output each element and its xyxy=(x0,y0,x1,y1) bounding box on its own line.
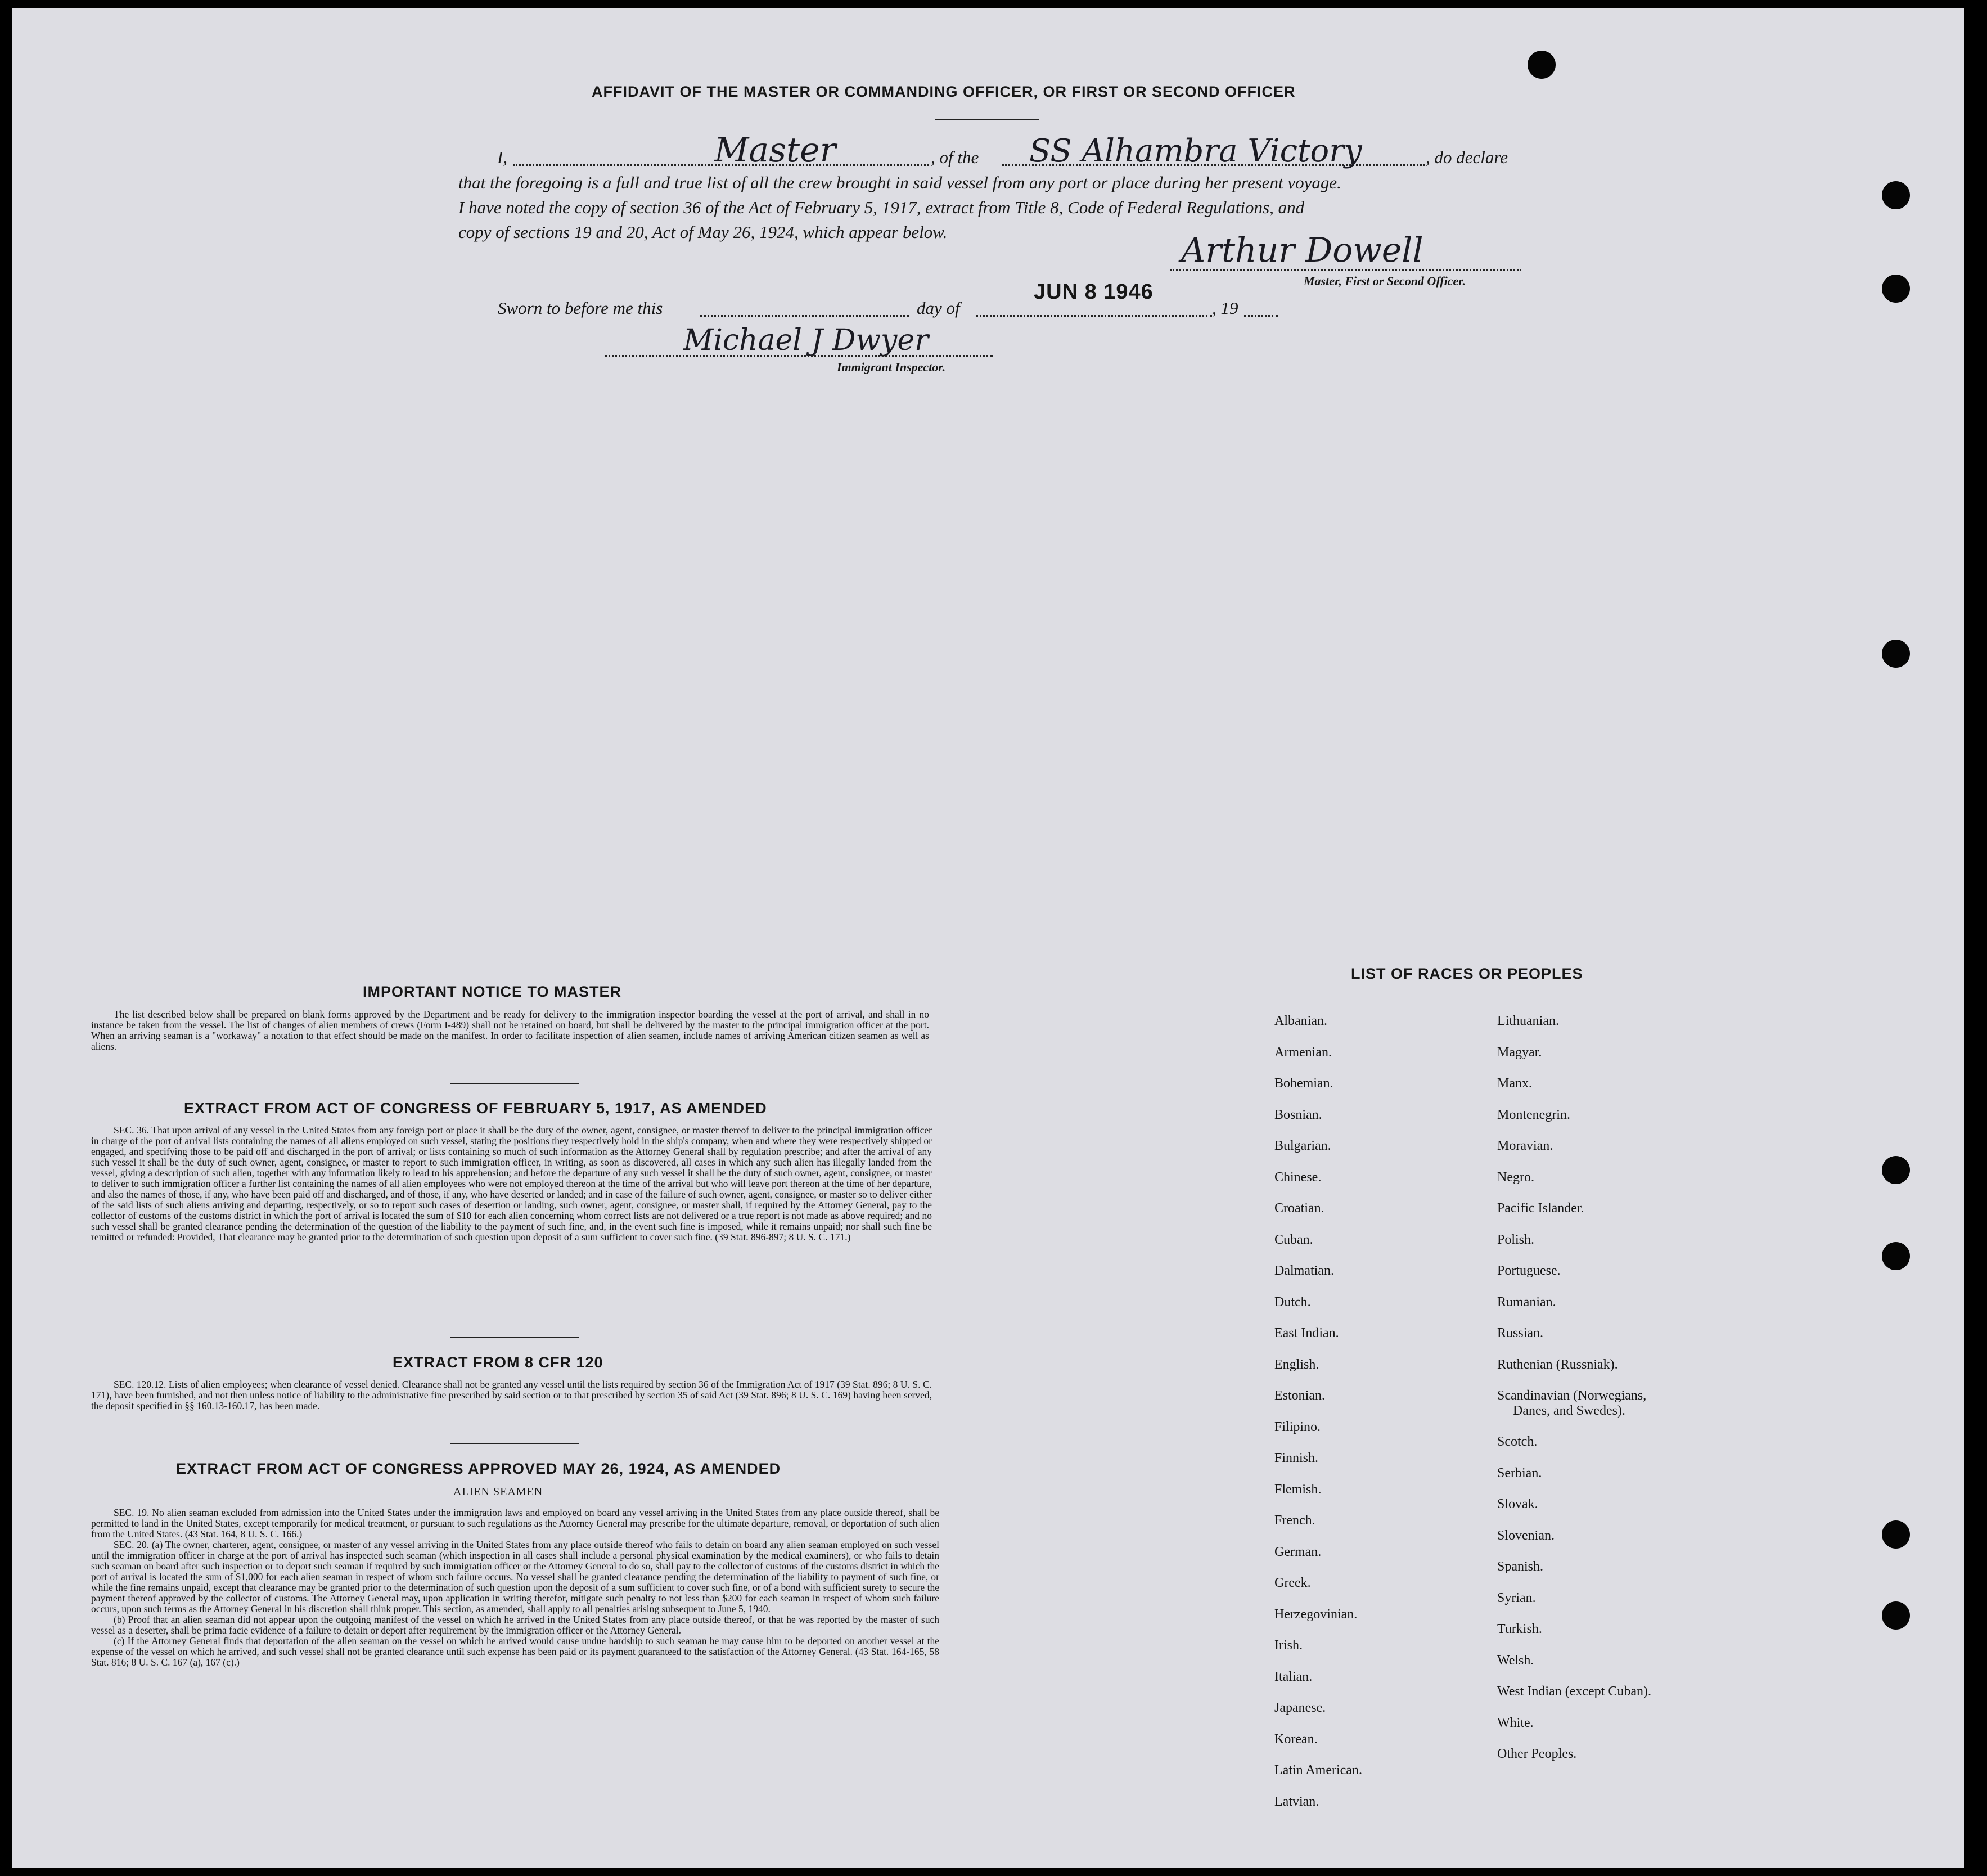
race-left-item: German. xyxy=(1274,1544,1322,1559)
declaration-line-4: copy of sections 19 and 20, Act of May 26, 1924, which appear below. xyxy=(458,222,948,242)
race-left-item: Irish. xyxy=(1274,1638,1303,1653)
i-label: I, xyxy=(497,147,508,167)
race-left-item: Herzegovinian. xyxy=(1274,1607,1358,1622)
extract-cfr-text xyxy=(91,1379,932,1411)
section-120-12-paragraph: SEC. 120.12. Lists of alien employees; when clearance of vessel denied. Clearance shall not be granted any vessel until the lists required by section 36 of the Immigration Act of 1917 (39 Stat. 896; 8 U. S. C. 171), have been furnished, and not then unless notice of liability to the administrative fine prescribed by said section or to that prescribed by section 35 of said Act (39 Stat. 896; 8 U. S. C. 169) having been served, the deposit specified in §§ 160.13-160.17, has been made. xyxy=(91,1379,932,1411)
section-20b-paragraph: (b) Proof that an alien seaman did not appear upon the outgoing manifest of the vessel on which he arrived in the United States from any place outside thereof, or that he was reported by the master of such vessel as a deserter, shall be prima facie evidence of a failure to detain or deport after requirement by the immigration officer or the Attorney General. xyxy=(91,1614,939,1636)
section-36-paragraph: SEC. 36. That upon arrival of any vessel in the United States from any foreign port or place it shall be the duty of the owner, agent, consignee, or master thereof to deliver to the principal immigration officer in charge of the port of arrival lists containing the names of all aliens employed on such vessel, stating the positions they respectively hold in the ship's company, when and where they were respectively shipped or engaged, and specifying those to be paid off and discharged in the port of arrival; or lists containing so much of such information as the Attorney General shall by regulation prescribe; and after the arrival of any such vessel it shall be the duty of such owner, agent, consignee, or master to report to such immigration officer, in writing, as soon as discovered, all cases in which any such alien has illegally landed from the vessel, giving a description of such alien, together with any information likely to lead to his apprehension; and before the departure of any such vessel it shall be the duty of such owner, agent, consignee, or master to deliver to such immigration officer a further list containing the names of all alien employees who were not employed thereon at the time of the arrival but who will leave port thereon at the time of her departure, and also the names of those, if any, who have been paid off and discharged, and of those, if any, who have deserted or landed; and in case of the failure of such owner, agent, consignee, or master so to deliver either of the said lists of such aliens arriving and departing, respectively, or so to report such cases of desertion or landing, such owner, agent, consignee, or master shall, if required by the Attorney General, pay to the collector of customs of the customs district in which the port of arrival is located the sum of $10 for each alien concerning whom correct lists are not delivered or a true report is not made as above required; and no such vessel shall be granted clearance pending the determination of the question of the liability to the payment of such fine, and, in the event such fine is imposed, while it remains unpaid; nor shall such fine be remitted or refunded: Provided, That clearance may be granted prior to the determination of such question upon deposit of a sum sufficient to cover such fine. (39 Stat. 896-897; 8 U. S. C. 171.) xyxy=(91,1124,932,1243)
punch-hole xyxy=(1882,1520,1910,1549)
race-left-item: Bosnian. xyxy=(1274,1107,1322,1122)
punch-hole xyxy=(1882,1156,1910,1184)
race-left-item: Flemish. xyxy=(1274,1482,1322,1497)
race-left-item: Bohemian. xyxy=(1274,1076,1333,1091)
race-left-item: Finnish. xyxy=(1274,1451,1319,1465)
race-right-item: Ruthenian (Russniak). xyxy=(1497,1357,1618,1372)
race-right-item: Slovenian. xyxy=(1497,1528,1555,1543)
race-left-item: Japanese. xyxy=(1274,1700,1326,1715)
race-left-item: Chinese. xyxy=(1274,1169,1322,1185)
races-left-column xyxy=(1274,1006,1362,1817)
inspector-signature: Michael J Dwyer xyxy=(683,323,929,357)
race-right-item: Welsh. xyxy=(1497,1653,1534,1668)
race-left-item: French. xyxy=(1274,1513,1315,1528)
race-left-item: Korean. xyxy=(1274,1731,1318,1747)
race-left-item: Dalmatian. xyxy=(1274,1263,1334,1278)
declaration-line-2: that the foregoing is a full and true list of all the crew brought in said vessel from any port or place during her present voyage. xyxy=(458,173,1341,192)
race-left-item: Croatian. xyxy=(1274,1201,1324,1216)
do-declare-label: , do declare xyxy=(1426,147,1508,167)
punch-hole xyxy=(1882,1601,1910,1630)
race-left-item: Latvian. xyxy=(1274,1794,1319,1809)
extract-1924-text xyxy=(91,1508,939,1668)
race-right-item: Montenegrin. xyxy=(1497,1107,1570,1122)
race-right-item: Pacific Islander. xyxy=(1497,1201,1584,1216)
sworn-label: Sworn to before me this xyxy=(498,298,663,318)
section-20c-paragraph: (c) If the Attorney General finds that deportation of the alien seaman on the vessel on which he arrived would cause undue hardship to such seaman he may cause him to be deported on another vessel at the expense of the vessel on which he arrived, and such vessel shall not be granted clearance until such expense has been paid or its payment guaranteed to the satisfaction of the Attorney General. (43 Stat. 164-165, 58 Stat. 816; 8 U. S. C. 167 (a), 167 (c).) xyxy=(91,1635,939,1668)
race-left-item: Italian. xyxy=(1274,1669,1313,1684)
race-left-item: Albanian. xyxy=(1274,1014,1327,1028)
notice-paragraph: The list described below shall be prepared on blank forms approved by the Department and be ready for delivery to the immigration inspector boarding the vessel at the port of arrival, and shall in no instance be taken from the vessel. The list of changes of alien members of crews (Form I-489) shall not be retained on board, but shall be delivered by the master to the principal immigration officer at the port. When an arriving seaman is a "workaway" a notation to that effect should be made on the manifest. In order to facilitate inspection of alien seamen, include names of arriving American citizen seamen as well as aliens. xyxy=(91,1009,929,1052)
race-right-item: Other Peoples. xyxy=(1497,1747,1577,1761)
sworn-day-line xyxy=(700,315,909,317)
race-right-item: Syrian. xyxy=(1497,1590,1536,1605)
declaration-line-3: I have noted the copy of section 36 of the Act of February 5, 1917, extract from Title 8, Code of Federal Regulations, and xyxy=(458,197,1305,217)
officer-handwritten: Master xyxy=(714,131,836,170)
race-right-item: White. xyxy=(1497,1715,1534,1730)
race-right-item: Manx. xyxy=(1497,1076,1532,1091)
race-right-item: Scandinavian (Norwegians, xyxy=(1497,1388,1647,1403)
race-left-item: Greek. xyxy=(1274,1576,1311,1590)
signature-line xyxy=(1170,269,1521,271)
race-right-item: Spanish. xyxy=(1497,1559,1544,1574)
extract-1917-rule xyxy=(450,1337,579,1338)
date-stamp: JUN 8 1946 xyxy=(1034,280,1154,304)
master-signature: Arthur Dowell xyxy=(1181,231,1423,270)
race-right-item: Scotch. xyxy=(1497,1434,1538,1449)
race-left-item: Cuban. xyxy=(1274,1232,1313,1247)
punch-hole xyxy=(1882,181,1910,209)
race-left-item: Filipino. xyxy=(1274,1419,1321,1434)
race-right-item: Turkish. xyxy=(1497,1622,1542,1636)
extract-1917-text xyxy=(91,1125,932,1243)
punch-hole xyxy=(1882,1242,1910,1270)
vessel-handwritten: SS Alhambra Victory xyxy=(1029,133,1362,169)
inspector-line xyxy=(605,355,993,357)
punch-hole xyxy=(1882,640,1910,668)
race-left-item: Estonian. xyxy=(1274,1388,1325,1403)
race-right-item: Moravian. xyxy=(1497,1139,1553,1153)
notice-text xyxy=(91,1009,929,1052)
notice-rule xyxy=(450,1083,579,1084)
section-19-paragraph: SEC. 19. No alien seaman excluded from admission into the United States under the immigration laws and employed on board any vessel arriving in the United States from any place outside thereof, shall be permitted to land in the United States, except temporarily for medical treatment, or pursuant to such regulations as the Attorney General may prescribe for the ultimate departure, removal, or deportation of such alien from the United States. (43 Stat. 164, 8 U. S. C. 166.) xyxy=(91,1507,939,1540)
race-right-item: Danes, and Swedes). xyxy=(1513,1403,1625,1418)
section-20a-paragraph: SEC. 20. (a) The owner, charterer, agent, consignee, or master of any vessel arriving in the United States from any place outside thereof who fails to detain on board any alien seaman employed on such vessel until the immigration officer in charge at the port of arrival has inspected such seaman (which inspection in all cases shall include a personal physical examination by the medical examiners), or who fails to detain such seaman on board after such inspection or to deport such seaman if required by such immigration officer or the Attorney General to do so, shall pay to the collector of customs of the customs district in which the port of arrival is located the sum of $1,000 for each alien seaman in respect of whom such failure occurs. No vessel shall be granted clearance pending the determination of the liability to payment of such fine, or while the fine remains unpaid, except that clearance may be granted prior to the determination of such question upon the deposit of a sum sufficient to cover such fine, or of a bond with sufficient surety to secure the payment thereof approved by the collector of customs. The Attorney General may, upon application in writing therefor, mitigate such penalty to not less than $200 for each seaman in respect of whom such failure occurs, upon such terms as the Attorney General in his discretion shall think proper. This section, as amended, shall apply to all penalties arising subsequent to June 5, 1940. xyxy=(91,1539,939,1614)
race-right-item: Rumanian. xyxy=(1497,1294,1556,1310)
race-right-item: Magyar. xyxy=(1497,1045,1542,1060)
year-prefix: , 19 xyxy=(1212,298,1238,318)
signature-caption: Master, First or Second Officer. xyxy=(1304,274,1466,288)
extract-cfr-rule xyxy=(450,1443,579,1444)
alien-seamen-subtitle: ALIEN SEAMEN xyxy=(453,1486,543,1498)
day-of-label: day of xyxy=(917,298,960,318)
race-left-item: East Indian. xyxy=(1274,1326,1339,1340)
race-right-item: Serbian. xyxy=(1497,1465,1542,1481)
title-rule xyxy=(935,119,1039,120)
inspector-caption: Immigrant Inspector. xyxy=(837,360,946,374)
race-right-item: Negro. xyxy=(1497,1169,1534,1185)
notice-title: IMPORTANT NOTICE TO MASTER xyxy=(363,983,621,1000)
extract-1924-title: EXTRACT FROM ACT OF CONGRESS APPROVED MAY 26, 1924, AS AMENDED xyxy=(176,1460,781,1477)
punch-hole xyxy=(1528,51,1556,79)
extract-cfr-title: EXTRACT FROM 8 CFR 120 xyxy=(393,1354,603,1371)
sworn-month-line xyxy=(976,315,1212,317)
race-left-item: English. xyxy=(1274,1357,1319,1372)
race-right-item: Lithuanian. xyxy=(1497,1014,1559,1028)
affidavit-title: AFFIDAVIT OF THE MASTER OR COMMANDING OFFICER, OR FIRST OR SECOND OFFICER xyxy=(592,83,1296,100)
race-right-item: Russian. xyxy=(1497,1326,1544,1340)
race-right-item: Slovak. xyxy=(1497,1497,1538,1511)
races-right-column xyxy=(1497,1006,1651,1770)
of-the-label: , of the xyxy=(931,147,979,167)
punch-hole xyxy=(1882,275,1910,303)
races-title: LIST OF RACES OR PEOPLES xyxy=(1351,965,1583,982)
extract-1917-title: EXTRACT FROM ACT OF CONGRESS OF FEBRUARY 5, 1917, AS AMENDED xyxy=(184,1100,767,1117)
sworn-year-line xyxy=(1244,315,1278,317)
race-right-item: Portuguese. xyxy=(1497,1263,1561,1278)
race-left-item: Dutch. xyxy=(1274,1294,1311,1310)
race-left-item: Latin American. xyxy=(1274,1763,1362,1778)
race-right-item: Polish. xyxy=(1497,1232,1535,1247)
race-right-item: West Indian (except Cuban). xyxy=(1497,1684,1651,1699)
race-left-item: Bulgarian. xyxy=(1274,1139,1331,1153)
race-left-item: Armenian. xyxy=(1274,1045,1332,1060)
